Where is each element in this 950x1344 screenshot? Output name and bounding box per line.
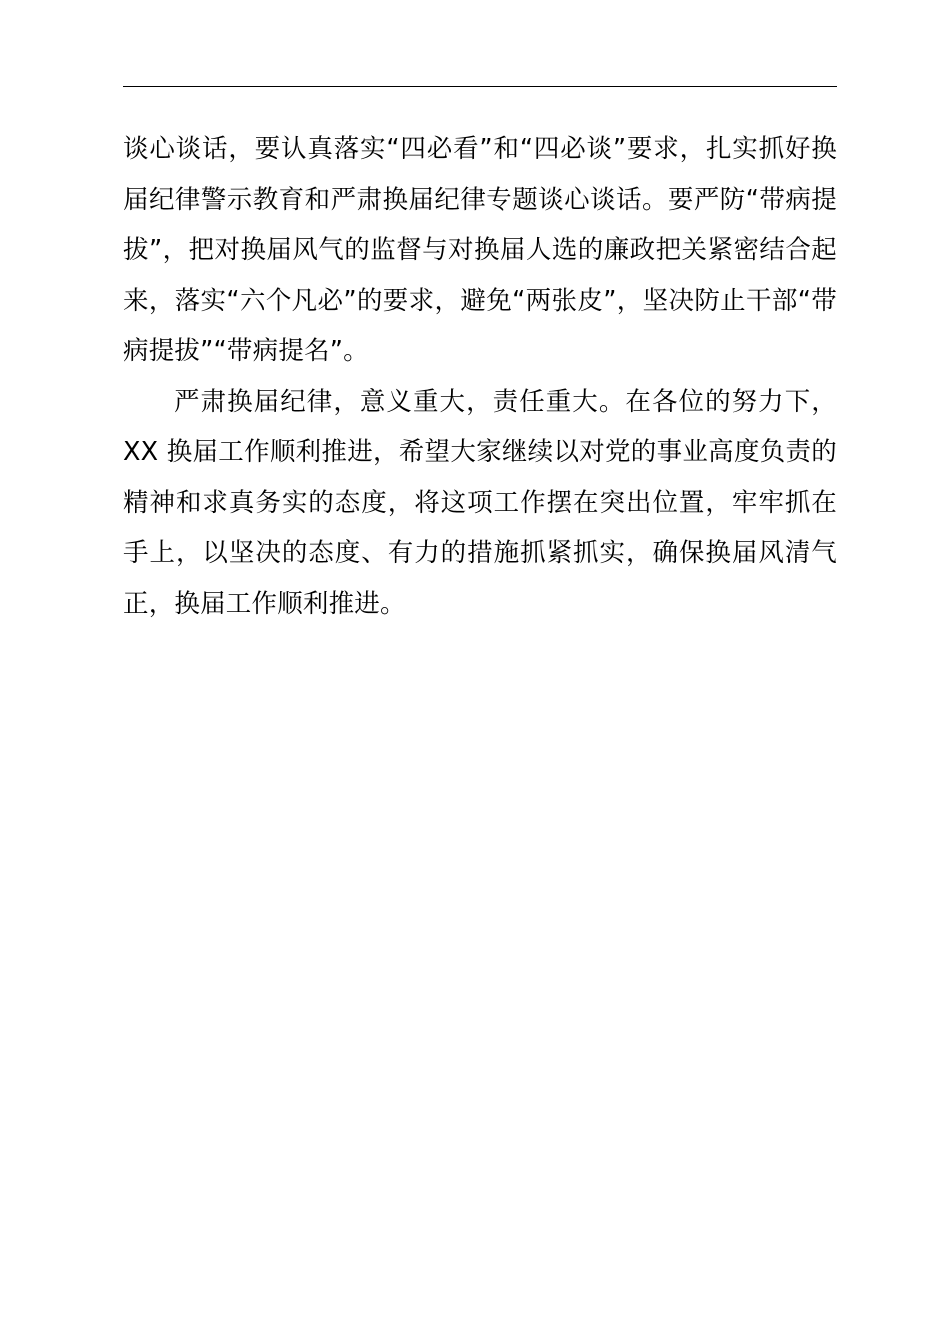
text-line: 手上，以坚决的态度、有力的措施抓紧抓实，确保换届风清气 <box>123 538 837 568</box>
text-line: 谈心谈话，要认真落实“四必看”和“四必谈”要求，扎实抓好换 <box>123 134 837 164</box>
text-line: XX 换届工作顺利推进，希望大家继续以对党的事业高度负责的 <box>123 437 837 467</box>
paragraph-1 <box>123 124 837 377</box>
paragraph-2 <box>123 377 837 630</box>
text-line: 精神和求真务实的态度，将这项工作摆在突出位置，牢牢抓在 <box>123 487 837 518</box>
text-line: 来，落实“六个凡必”的要求，避免“两张皮”，坚决防止干部“带 <box>123 285 837 316</box>
text-line: 正，换届工作顺利推进。 <box>123 588 406 619</box>
text-line: 病提拔”“带病提名”。 <box>123 336 369 366</box>
text-line: 拔”，把对换届风气的监督与对换届人选的廉政把关紧密结合起 <box>123 235 837 265</box>
header-rule <box>123 86 837 87</box>
text-line: 届纪律警示教育和严肃换届纪律专题谈心谈话。要严防“带病提 <box>123 184 837 215</box>
text-line: 严肃换届纪律，意义重大，责任重大。在各位的努力下， <box>174 386 837 417</box>
body-text <box>123 124 837 629</box>
